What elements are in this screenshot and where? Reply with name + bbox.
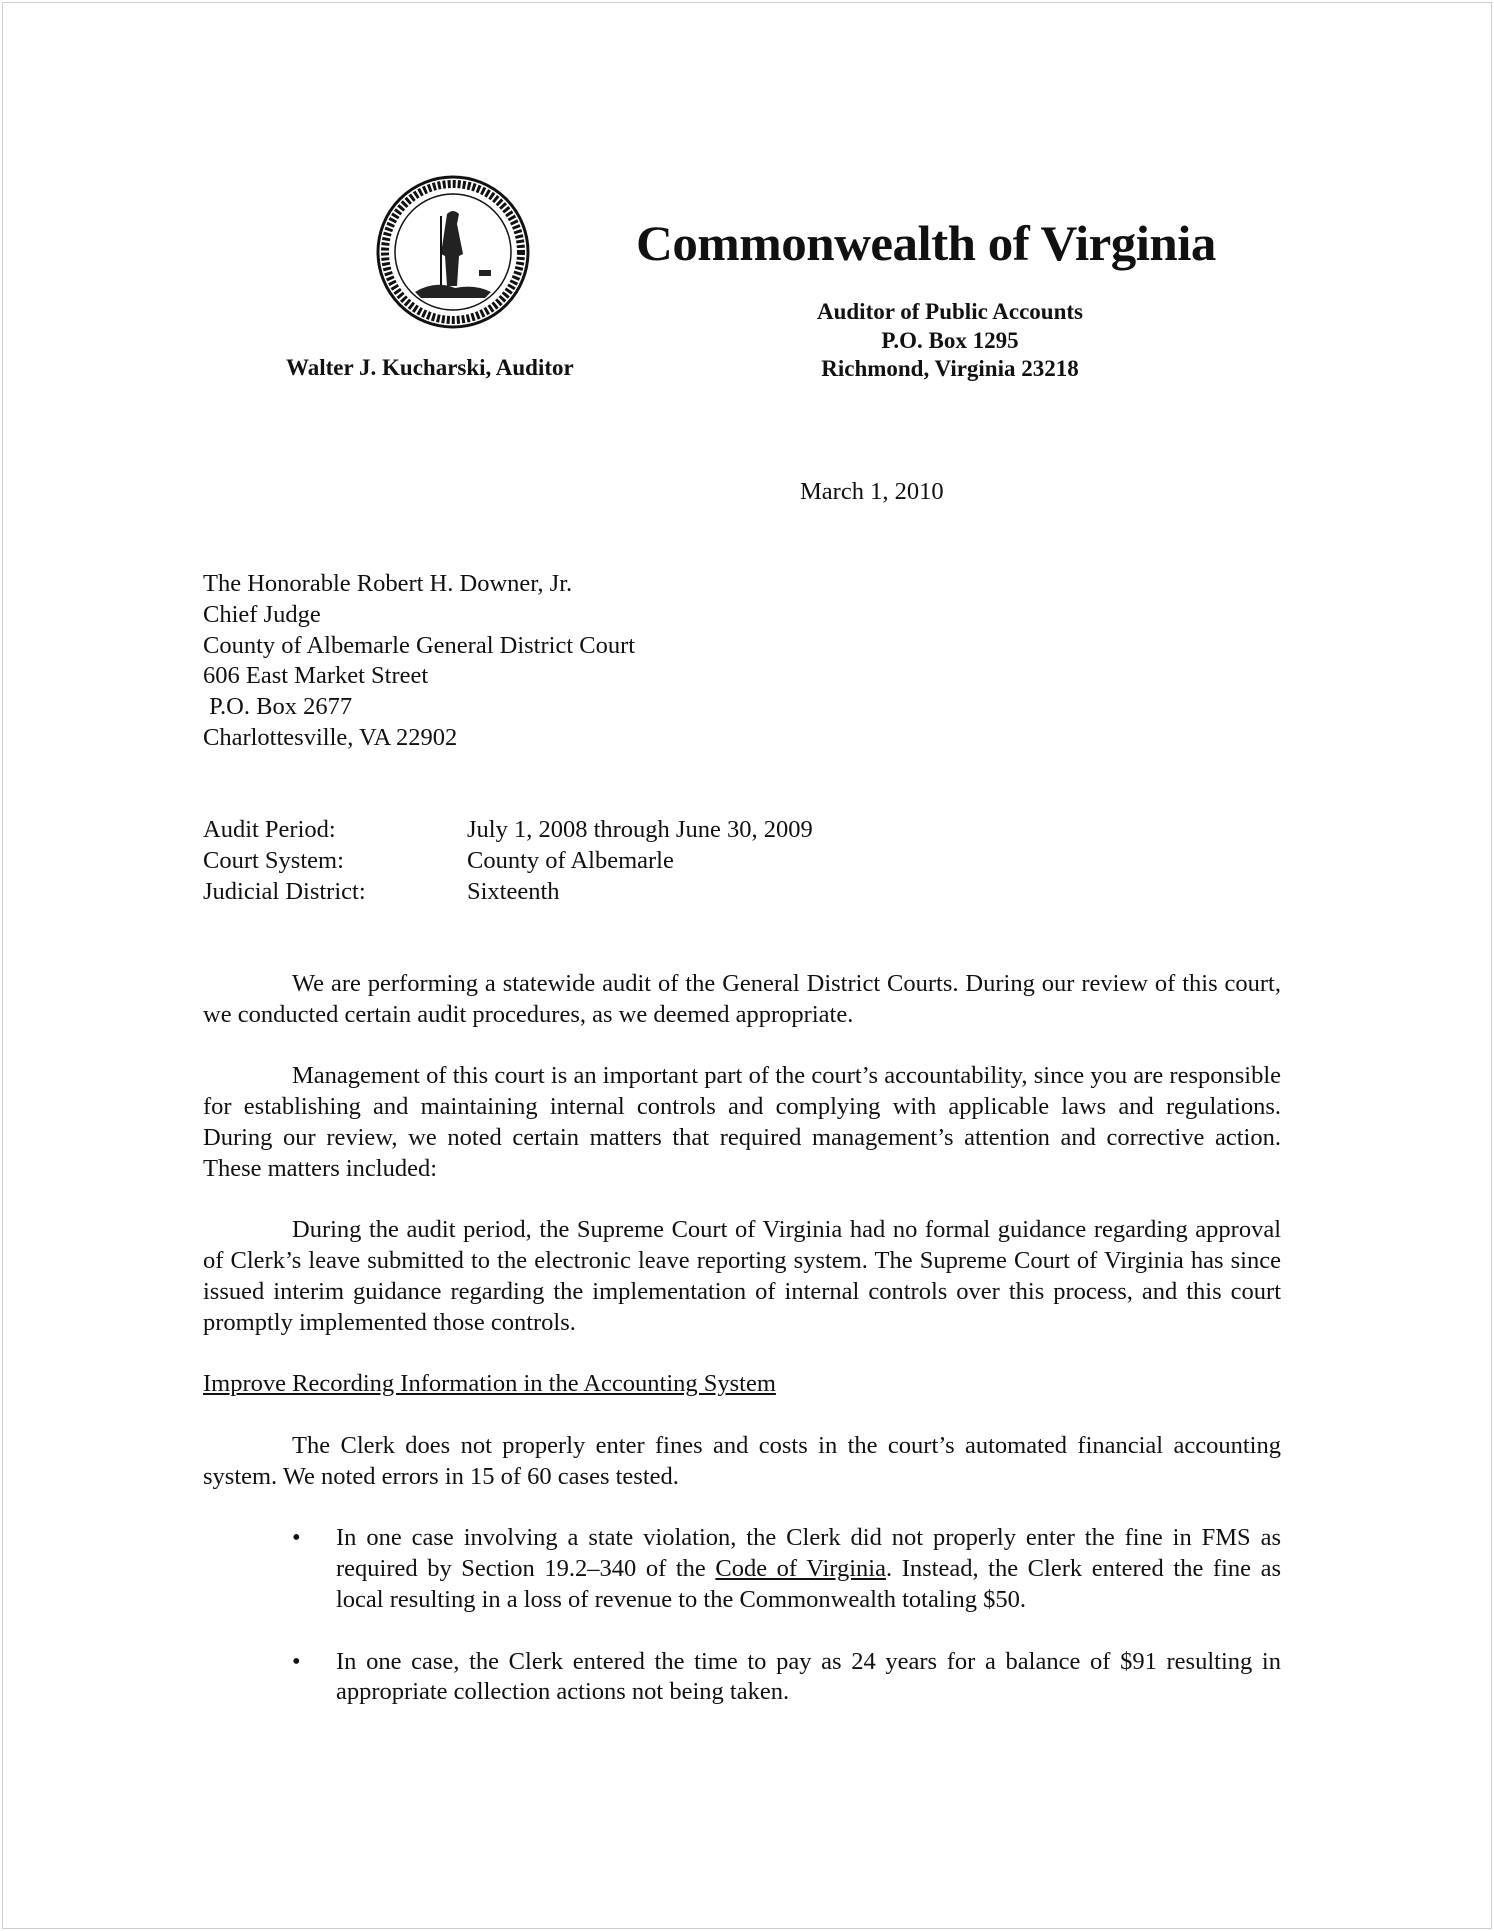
recipient-line: County of Albemarle General District Court (203, 631, 636, 659)
finding-item (203, 1523, 1281, 1615)
bullet-icon: • (292, 1524, 301, 1552)
section-paragraph: The Clerk does not properly enter fines and costs in the court’s automated financial accounting system. We noted errors in 15 of 60 cases tested. (203, 1431, 1281, 1490)
auditor-name: Walter J. Kucharski, Auditor (286, 355, 574, 380)
audit-info-value: Sixteenth (467, 877, 560, 905)
audit-info-value: County of Albemarle (467, 846, 674, 874)
office-address (760, 298, 1140, 384)
audit-info-row (203, 846, 813, 877)
audit-info-value: July 1, 2008 through June 30, 2009 (467, 816, 813, 843)
body-paragraph: Management of this court is an important part of the court’s accountability, since you are responsible for establishing and maintaining internal controls and complying with applicable laws and regulations. During our review, we noted certain matters that required management’s attention and corrective action. These matters included: (203, 1062, 1281, 1182)
audit-info-label: Judicial District: (203, 877, 366, 905)
letter-body (203, 969, 1281, 1739)
code-of-virginia-reference: Code of Virginia (715, 1555, 886, 1583)
body-paragraph: We are performing a statewide audit of the General District Courts. During our review of this court, we conducted certain audit procedures, as we deemed appropriate. (203, 970, 1281, 1028)
recipient-line: The Honorable Robert H. Downer, Jr. (203, 570, 573, 597)
recipient-line: 606 East Market Street (203, 662, 429, 690)
letterhead-title: Commonwealth of Virginia (636, 215, 1216, 271)
section-heading: Improve Recording Information in the Accounting System (203, 1370, 776, 1398)
recipient-line: Chief Judge (203, 600, 321, 628)
body-paragraph: During the audit period, the Supreme Court of Virginia had no formal guidance regarding approval of Clerk’s leave submitted to the electronic leave reporting system. The Supreme Court of Virginia has since issued interim guidance regarding the implementation of internal controls over this process, and this court promptly implemented those controls. (203, 1216, 1281, 1336)
audit-info-row (203, 815, 813, 846)
finding-text: In one case involving a state violation, the Clerk did not properly enter the fine in FMS as required by Section 19.2–340 of the (336, 1524, 1281, 1583)
finding-text: In one case, the Clerk entered the time to pay as 24 years for a balance of $91 resulting in appropriate collection actions not being taken. (336, 1647, 1281, 1706)
audit-info-label: Audit Period: (203, 816, 336, 843)
audit-info-label: Court System: (203, 846, 344, 874)
office-po-box: P.O. Box 1295 (881, 327, 1019, 353)
recipient-line: P.O. Box 2677 (203, 693, 353, 721)
audit-info-row (203, 877, 813, 908)
bullet-icon: • (292, 1647, 301, 1675)
letter-date: March 1, 2010 (800, 478, 944, 505)
office-city: Richmond, Virginia 23218 (821, 356, 1079, 381)
finding-text: . Instead, the Clerk entered the fine as local resulting in a loss of revenue to the Commonwealth totaling $50. (336, 1555, 1281, 1613)
virginia-seal-icon (375, 174, 531, 330)
findings-list (203, 1523, 1281, 1708)
audit-info (203, 815, 813, 907)
office-name: Auditor of Public Accounts (816, 299, 1084, 324)
finding-item (203, 1647, 1281, 1709)
recipient-address (203, 569, 635, 754)
recipient-line: Charlottesville, VA 22902 (203, 723, 458, 751)
